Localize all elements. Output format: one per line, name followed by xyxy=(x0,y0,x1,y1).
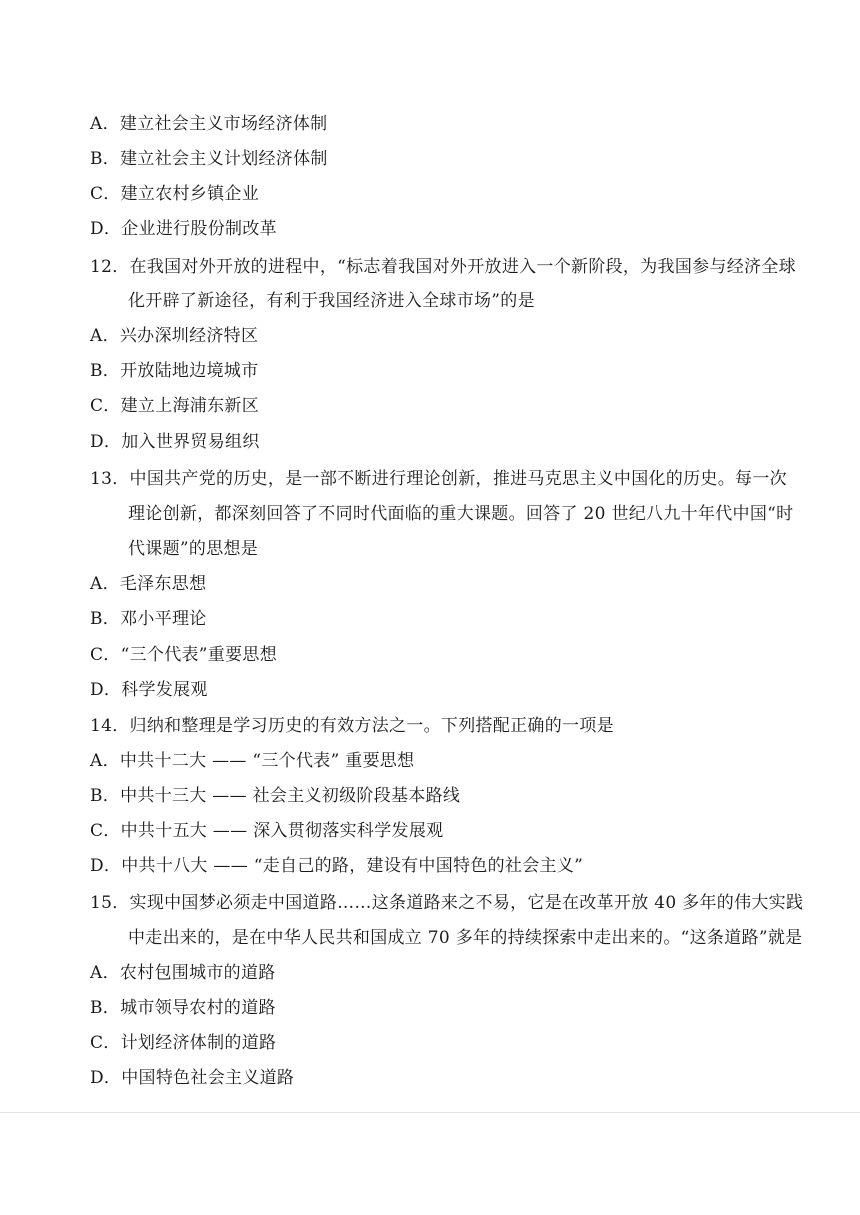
q12-option-d: D．加入世界贸易组织 xyxy=(90,432,260,452)
q12-option-c: C．建立上海浦东新区 xyxy=(90,396,260,416)
q15-stem-line2: 中走出来的，是在中华人民共和国成立 70 多年的持续探索中走出来的。“这条道路”就是 xyxy=(128,928,803,948)
page-bottom-divider xyxy=(0,1112,860,1113)
q13-option-c: C．“三个代表”重要思想 xyxy=(90,645,277,665)
q15-option-b: B．城市领导农村的道路 xyxy=(90,998,276,1018)
q12-stem-line2: 化开辟了新途径，有利于我国经济进入全球市场”的是 xyxy=(128,291,535,311)
q12-option-b: B．开放陆地边境城市 xyxy=(90,361,259,381)
q14-stem-line1: 14．归纳和整理是学习历史的有效方法之一。下列搭配正确的一项是 xyxy=(90,716,614,736)
q15-option-c: C．计划经济体制的道路 xyxy=(90,1033,277,1053)
q13-option-a: A．毛泽东思想 xyxy=(90,574,207,594)
q14-option-d: D．中共十八大 —— “走自己的路，建设有中国特色的社会主义” xyxy=(90,856,584,876)
q12-option-a: A．兴办深圳经济特区 xyxy=(90,326,259,346)
q13-stem-line1: 13．中国共产党的历史，是一部不断进行理论创新，推进马克思主义中国化的历史。每一次 xyxy=(90,469,787,489)
q15-option-d: D．中国特色社会主义道路 xyxy=(90,1068,295,1088)
q15-option-a: A．农村包围城市的道路 xyxy=(90,963,276,983)
q14-option-c: C．中共十五大 —— 深入贯彻落实科学发展观 xyxy=(90,821,444,841)
q12-stem-line1: 12．在我国对外开放的进程中，“标志着我国对外开放进入一个新阶段，为我国参与经济全球 xyxy=(90,257,796,277)
q14-option-a: A．中共十二大 —— “三个代表” 重要思想 xyxy=(90,751,415,771)
q15-stem-line1: 15．实现中国梦必须走中国道路……这条道路来之不易，它是在改革开放 40 多年的伟大实践 xyxy=(90,893,804,913)
q13-stem-line2: 理论创新，都深刻回答了不同时代面临的重大课题。回答了 20 世纪八九十年代中国“时 xyxy=(128,504,794,524)
q11-option-d: D．企业进行股份制改革 xyxy=(90,219,277,239)
q13-stem-line3: 代课题”的思想是 xyxy=(128,539,259,559)
q11-option-b: B．建立社会主义计划经济体制 xyxy=(90,149,328,169)
q13-option-d: D．科学发展观 xyxy=(90,680,208,700)
q13-option-b: B．邓小平理论 xyxy=(90,609,207,629)
q11-option-a: A．建立社会主义市场经济体制 xyxy=(90,114,328,134)
q14-option-b: B．中共十三大 —— 社会主义初级阶段基本路线 xyxy=(90,786,461,806)
q11-option-c: C．建立农村乡镇企业 xyxy=(90,184,260,204)
